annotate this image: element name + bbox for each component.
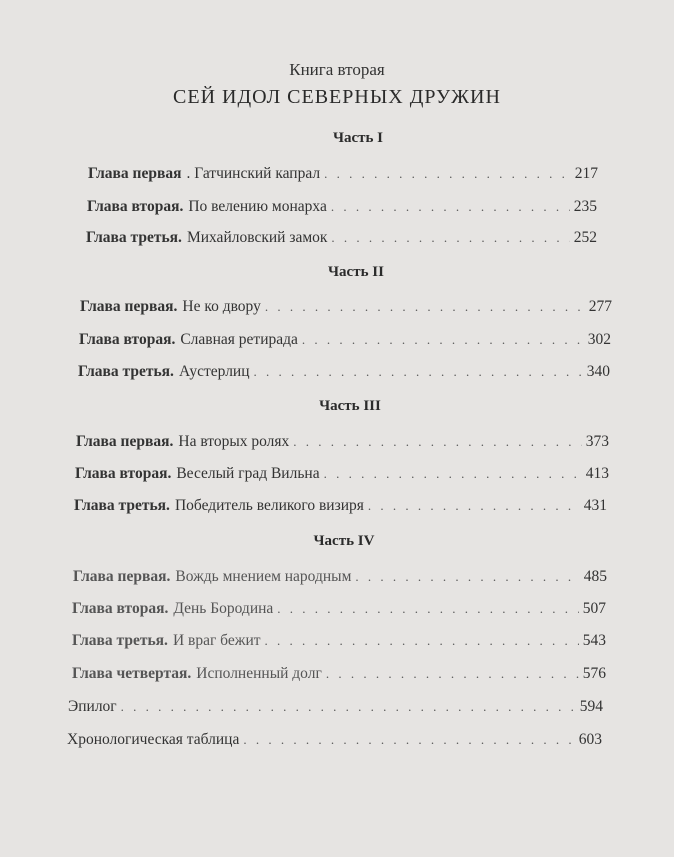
page-number: 373 — [585, 433, 609, 450]
leader-dots — [331, 230, 569, 246]
page-number: 603 — [578, 731, 602, 748]
part-heading: Часть IV — [313, 533, 375, 549]
leader-dots — [302, 332, 584, 348]
chapter-title: Победитель великого визиря — [174, 497, 364, 514]
page-number: 277 — [588, 298, 612, 315]
leader-dots — [324, 166, 571, 182]
toc-entry-chronology[interactable] — [67, 731, 602, 753]
chapter-label: Глава третья. — [72, 632, 168, 649]
chapter-label: Глава вторая. — [87, 198, 184, 215]
chapter-label: Глава третья. — [74, 497, 170, 514]
chapter-title: . Гатчинский капрал — [186, 165, 321, 182]
page-number: 507 — [582, 600, 606, 617]
leader-dots — [355, 569, 579, 585]
leader-dots — [121, 699, 576, 715]
chapter-title: Славная ретирада — [180, 331, 298, 348]
page-number: 252 — [573, 229, 597, 246]
chapter-label: Глава вторая. — [72, 600, 169, 617]
leader-dots — [324, 466, 582, 482]
entry-title: Хронологическая таблица — [67, 731, 240, 748]
page-number: 217 — [574, 165, 598, 182]
leader-dots — [265, 633, 579, 649]
toc-entry-epilogue[interactable] — [68, 698, 603, 720]
toc-entry[interactable] — [80, 298, 612, 320]
page-number: 543 — [582, 632, 606, 649]
chapter-title: Не ко двору — [182, 298, 261, 315]
toc-entry[interactable] — [86, 229, 597, 251]
leader-dots — [277, 601, 578, 617]
chapter-label: Глава третья. — [78, 363, 174, 380]
page-number: 340 — [586, 363, 610, 380]
leader-dots — [293, 434, 581, 450]
toc-entry[interactable] — [78, 363, 610, 385]
chapter-label: Глава третья. — [86, 229, 182, 246]
leader-dots — [254, 364, 583, 380]
page-number: 413 — [585, 465, 609, 482]
part-heading: Часть III — [319, 398, 381, 414]
chapter-title: На вторых ролях — [178, 433, 290, 450]
page-number: 576 — [582, 665, 606, 682]
chapter-title: Исполненный долг — [196, 665, 322, 682]
leader-dots — [243, 732, 574, 748]
leader-dots — [368, 498, 580, 514]
toc-entry[interactable] — [72, 632, 606, 654]
page-number: 431 — [583, 497, 607, 514]
toc-entry[interactable] — [72, 600, 606, 622]
page-number: 302 — [587, 331, 611, 348]
chapter-title: Веселый град Вильна — [176, 465, 320, 482]
toc-entry[interactable] — [88, 165, 598, 187]
toc-entry[interactable] — [76, 433, 609, 455]
leader-dots — [331, 199, 570, 215]
page-number: 485 — [583, 568, 607, 585]
entry-title: Эпилог — [68, 698, 117, 715]
chapter-title: И враг бежит — [172, 632, 261, 649]
chapter-title: День Бородина — [173, 600, 274, 617]
toc-entry[interactable] — [72, 665, 606, 687]
chapter-title: Михайловский замок — [186, 229, 328, 246]
leader-dots — [326, 666, 579, 682]
toc-entry[interactable] — [73, 568, 607, 590]
toc-entry[interactable] — [87, 198, 597, 220]
chapter-title: Аустерлиц — [178, 363, 250, 380]
chapter-label: Глава первая — [88, 165, 182, 182]
part-heading: Часть II — [328, 264, 384, 280]
page-number: 594 — [579, 698, 603, 715]
part-heading: Часть I — [332, 130, 384, 146]
book-label: Книга вторая — [289, 60, 385, 79]
chapter-label: Глава вторая. — [75, 465, 172, 482]
chapter-label: Глава четвертая. — [72, 665, 192, 682]
toc-entry[interactable] — [79, 331, 611, 353]
toc-entry[interactable] — [75, 465, 609, 487]
chapter-title: По велению монарха — [188, 198, 327, 215]
chapter-label: Глава первая. — [73, 568, 171, 585]
toc-entry[interactable] — [74, 497, 607, 519]
page-number: 235 — [573, 198, 597, 215]
chapter-label: Глава вторая. — [79, 331, 176, 348]
book-title: СЕЙ ИДОЛ СЕВЕРНЫХ ДРУЖИН — [173, 86, 501, 108]
chapter-title: Вождь мнением народным — [175, 568, 352, 585]
chapter-label: Глава первая. — [80, 298, 178, 315]
leader-dots — [265, 299, 585, 315]
chapter-label: Глава первая. — [76, 433, 174, 450]
